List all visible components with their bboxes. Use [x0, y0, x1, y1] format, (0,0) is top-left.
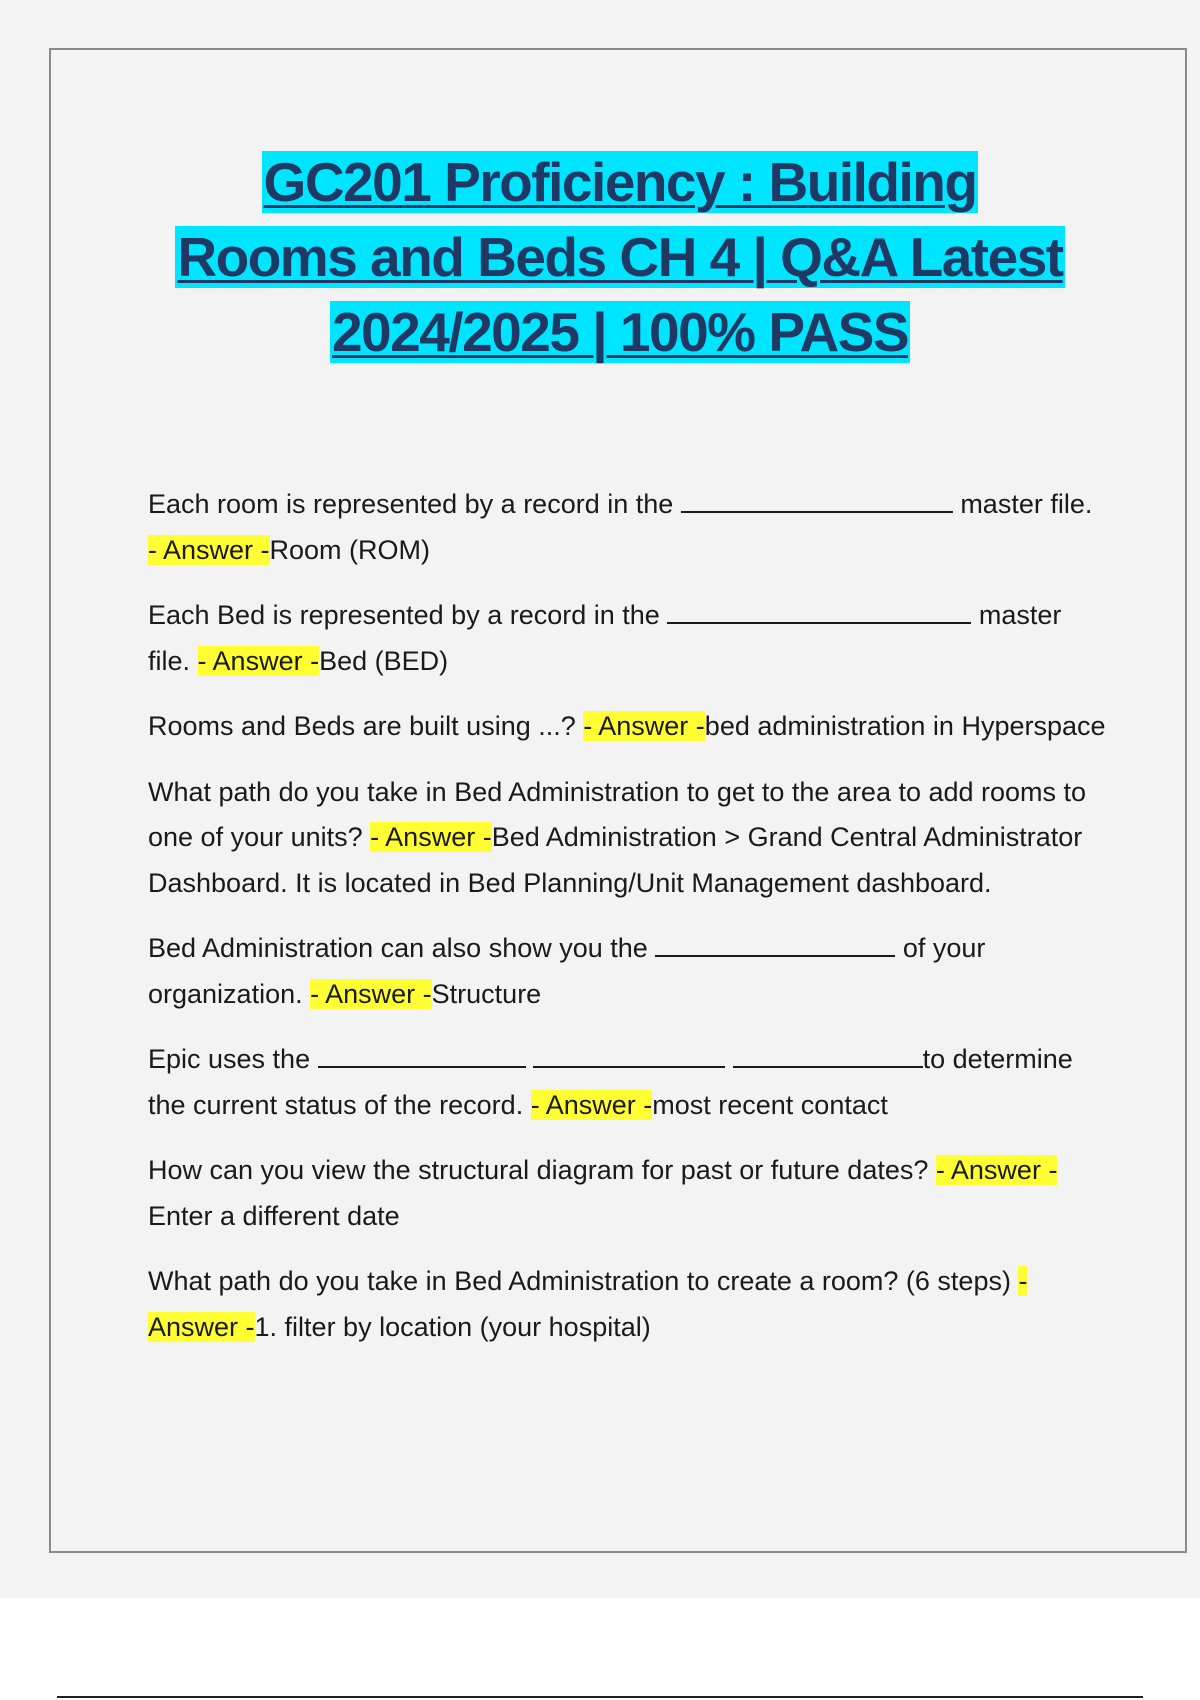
answer-label: - Answer - [148, 1266, 1028, 1342]
answer-text: Room (ROM) [269, 534, 431, 565]
answer-label: - Answer - [148, 534, 270, 565]
question-text: of your organization. [148, 933, 986, 1009]
qa-item-1 [148, 482, 1108, 573]
qa-item-8 [148, 1259, 1108, 1350]
answer-label: - Answer - [935, 1155, 1058, 1185]
qa-item-3 [148, 704, 1108, 750]
question-text: to determine the current status of the record. [148, 1044, 1073, 1120]
fill-in-blank [318, 1044, 526, 1068]
answer-text: bed administration in Hyperspace [704, 711, 1106, 741]
answer-label: - Answer - [370, 822, 492, 852]
qa-item-2 [148, 593, 1108, 684]
question-text: Each room is represented by a record in the [148, 489, 674, 519]
document-frame [49, 48, 1187, 1553]
answer-text: Enter a different date [148, 1200, 400, 1231]
qa-item-5 [148, 926, 1108, 1017]
question-text: What path do you take in Bed Administration to create a room? (6 steps) [148, 1266, 1011, 1296]
answer-label: - Answer - [583, 711, 705, 741]
question-text: Bed Administration can also show you the [148, 933, 648, 963]
qa-list [148, 482, 1108, 1370]
fill-in-blank [655, 933, 895, 957]
question-text: What path do you take in Bed Administration to get to the area to add rooms to one of your units? [148, 776, 1087, 852]
question-text: master file. [148, 600, 1062, 676]
question-text: master file. [960, 489, 1093, 519]
question-text: How can you view the structural diagram for past or future dates? [148, 1155, 929, 1185]
title-line-1: GC201 Proficiency : Building [263, 151, 977, 213]
answer-label: - Answer - [310, 978, 432, 1009]
question-text: Each Bed is represented by a record in the [148, 600, 660, 630]
answer-text: Structure [431, 978, 542, 1009]
footer-divider [57, 1696, 1143, 1698]
fill-in-blank [681, 489, 953, 513]
fill-in-blank [733, 1044, 923, 1068]
answer-label: - Answer - [530, 1089, 653, 1120]
answer-label: - Answer - [197, 645, 320, 676]
answer-text: 1. filter by location (your hospital) [254, 1311, 651, 1342]
answer-text: most recent contact [652, 1089, 888, 1120]
qa-item-6 [148, 1037, 1108, 1128]
document-title [51, 145, 1189, 370]
question-text: Epic uses the [148, 1044, 311, 1074]
title-line-3: 2024/2025 | 100% PASS [331, 301, 909, 363]
fill-in-blank [533, 1044, 725, 1068]
answer-text: Bed Administration > Grand Central Administrator Dashboard. It is located in Bed Planning/Unit Management dashboard. [148, 822, 1083, 898]
title-line-2: Rooms and Beds CH 4 | Q&A Latest [177, 226, 1063, 288]
qa-item-7 [148, 1148, 1108, 1239]
question-text: Rooms and Beds are built using ...? [148, 711, 576, 741]
fill-in-blank [667, 600, 971, 624]
qa-item-4 [148, 770, 1108, 907]
answer-text: Bed (BED) [319, 645, 449, 676]
